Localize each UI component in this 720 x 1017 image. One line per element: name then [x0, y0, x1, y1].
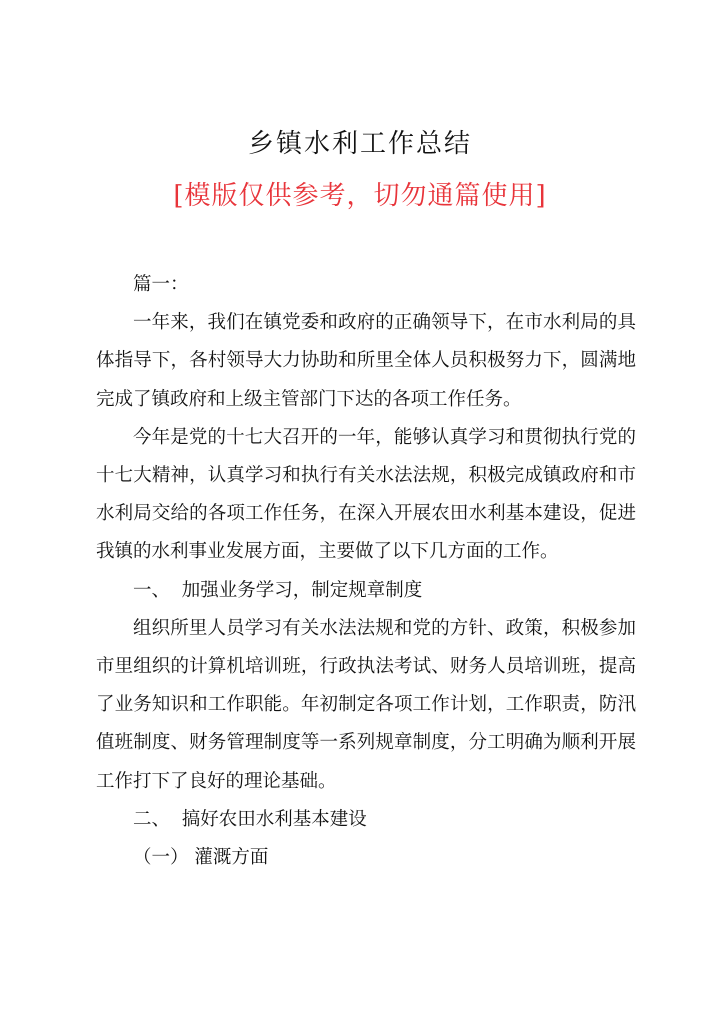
paragraph-intro: 一年来，我们在镇党委和政府的正确领导下，在市水利局的具体指导下，各村领导大力协助和所里全体人员积极努力下，圆满地完成了镇政府和上级主管部门下达的各项工作任务。 [96, 312, 636, 410]
heading-section-2: 二、 搞好农田水利基本建设 [133, 808, 367, 830]
paragraph-section-1: 组织所里人员学习有关水法法规和党的方针、政策，积极参加市里组织的计算机培训班，行政执法考试、财务人员培训班，提高了业务知识和工作职能。年初制定各项工作计划，工作职责，防汛值班制度、财务管理制度等一系列规章制度，分工明确为顺利开展工作打下了良好的理论基础。 [96, 617, 636, 792]
subheading-irrigation: （一） 灌溉方面 [133, 847, 269, 869]
template-disclaimer: [模版仅供参考，切勿通篇使用] [173, 181, 547, 211]
paragraph-overview: 今年是党的十七大召开的一年，能够认真学习和贯彻执行党的十七大精神，认真学习和执行有关水法法规，积极完成镇政府和市水利局交给的各项工作任务，在深入开展农田水利基本建设，促进我镇的水利事业发展方面，主要做了以下几方面的工作。 [96, 426, 636, 563]
heading-section-1: 一、 加强业务学习，制定规章制度 [133, 579, 423, 601]
document-body [96, 266, 636, 877]
section-label: 篇一： [133, 274, 189, 295]
document-title: 乡镇水利工作总结 [247, 129, 472, 159]
